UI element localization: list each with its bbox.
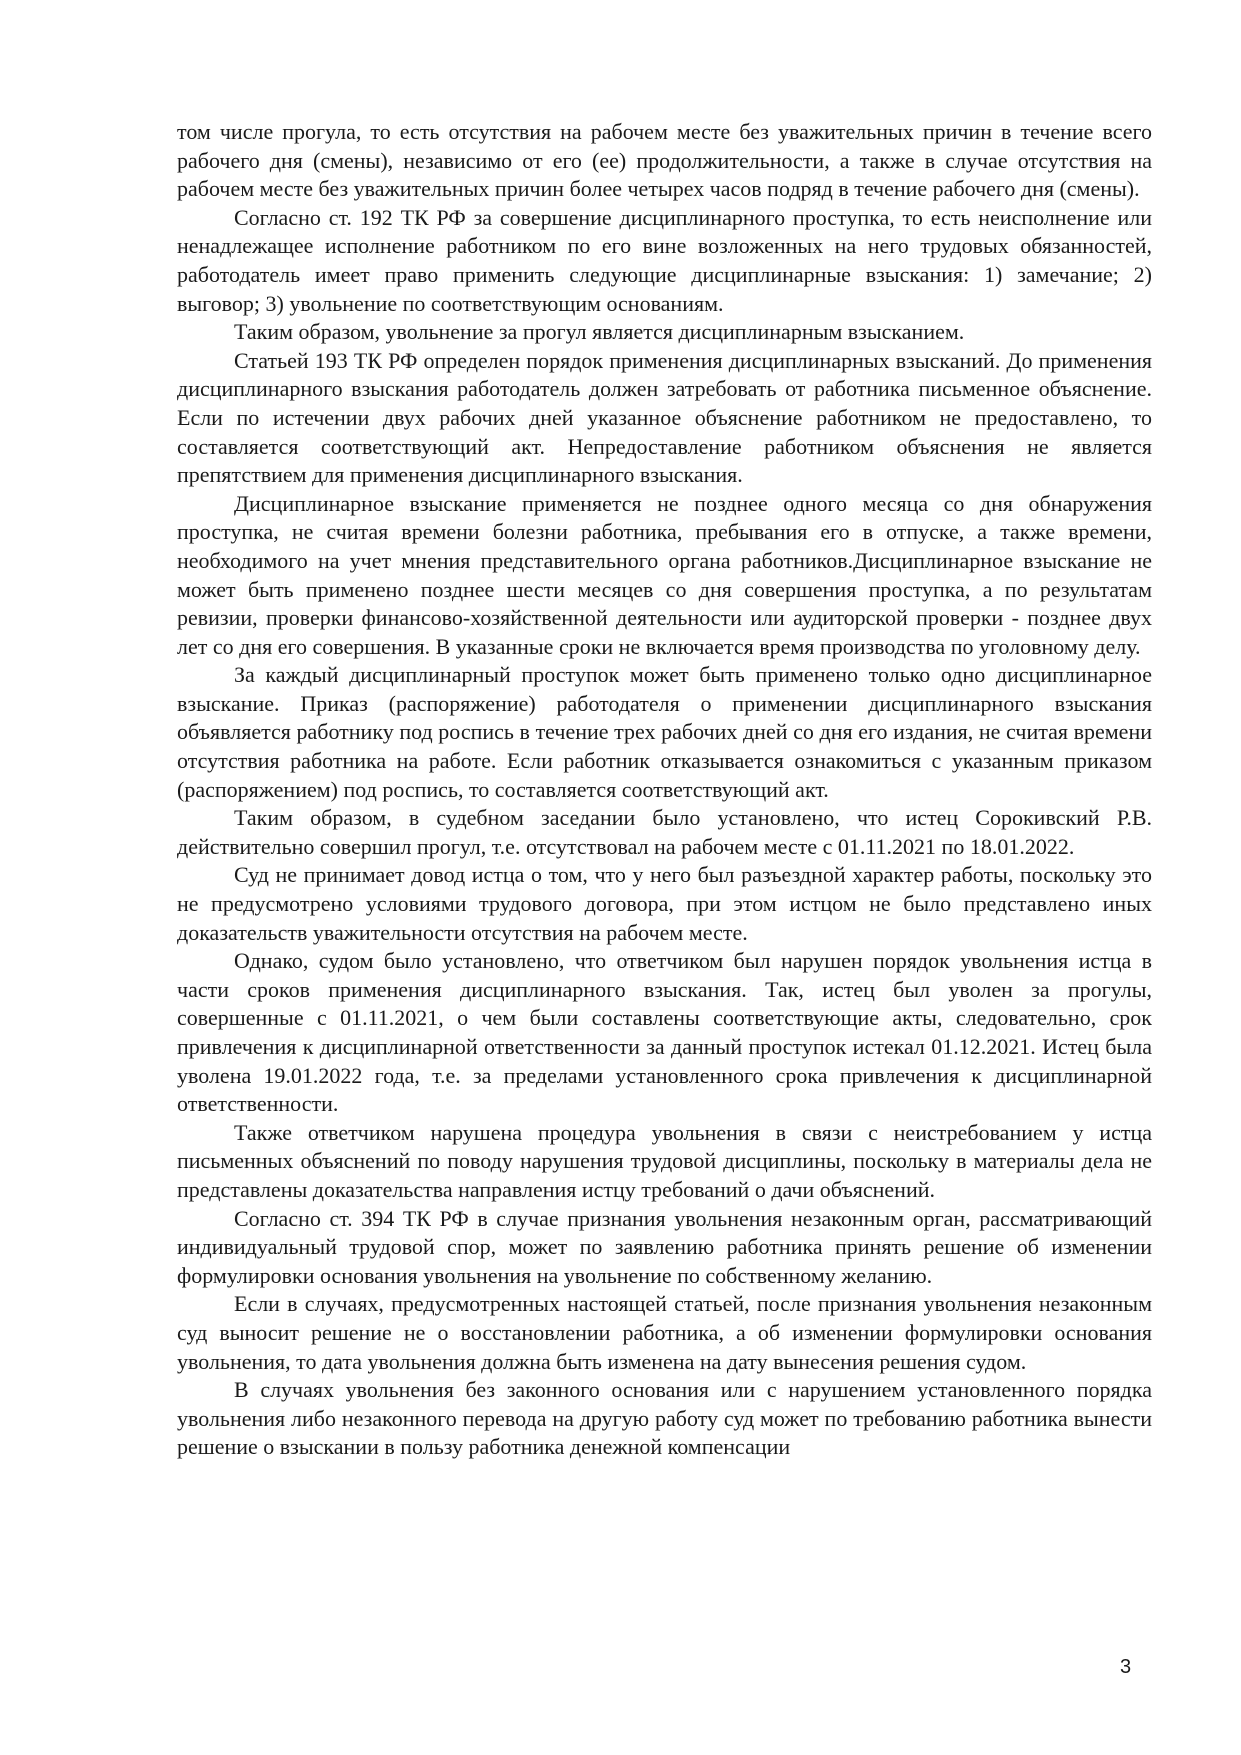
paragraph-12: Если в случаях, предусмотренных настоящей статьей, после признания увольнения незаконным суд выносит решение не о восстановлении работника, а об изменении формулировки основания увольнения, то дата увольнения должна быть изменена на дату вынесения решения судом. (177, 1291, 1152, 1374)
paragraph-8: Суд не принимает довод истца о том, что у него был разъездной характер работы, поскольку это не предусмотрено условиями трудового договора, при этом истцом не было представлено иных доказательств уважительности отсутствия на рабочем месте. (177, 862, 1152, 945)
paragraph-1: том числе прогула, то есть отсутствия на рабочем месте без уважительных причин в течение всего рабочего дня (смены), независимо от его (ее) продолжительности, а также в случае отсутствия на рабочем месте без уважительных причин более четырех часов подряд в течение рабочего дня (смены). (177, 119, 1152, 202)
paragraph-11: Согласно ст. 394 ТК РФ в случае признания увольнения незаконным орган, рассматривающий индивидуальный трудовой спор, может по заявлению работника принять решение об изменении формулировки основания увольнения на увольнение по собственному желанию. (177, 1205, 1152, 1288)
paragraph-13: В случаях увольнения без законного основания или с нарушением установленного порядка увольнения либо незаконного перевода на другую работу суд может по требованию работника вынести решение о взыскании в пользу работника денежной компенсации (177, 1377, 1152, 1460)
paragraph-10: Также ответчиком нарушена процедура увольнения в связи с неистребованием у истца письменных объяснений по поводу нарушения трудовой дисциплины, поскольку в материалы дела не представлены доказательства направления истцу требований о дачи объяснений. (177, 1119, 1152, 1202)
document-body (177, 118, 1152, 1462)
paragraph-4: Статьей 193 ТК РФ определен порядок применения дисциплинарных взысканий. До применения дисциплинарного взыскания работодатель должен затребовать от работника письменное объяснение. Если по истечении двух рабочих дней указанное объяснение работником не предоставлено, то составляется соответствующий акт. Непредоставление работником объяснения не является препятствием для применения дисциплинарного взыскания. (177, 347, 1152, 488)
paragraph-3: Таким образом, увольнение за прогул является дисциплинарным взысканием. (234, 319, 965, 345)
paragraph-7: Таким образом, в судебном заседании было установлено, что истец Сорокивский Р.В. действительно совершил прогул, т.е. отсутствовал на рабочем месте с 01.11.2021 по 18.01.2022. (177, 805, 1152, 859)
paragraph-5: Дисциплинарное взыскание применяется не позднее одного месяца со дня обнаружения проступка, не считая времени болезни работника, пребывания его в отпуске, а также времени, необходимого на учет мнения представительного органа работников.Дисциплинарное взыскание не может быть применено позднее шести месяцев со дня совершения проступка, а по результатам ревизии, проверки финансово-хозяйственной деятельности или аудиторской проверки - позднее двух лет со дня его совершения. В указанные сроки не включается время производства по уголовному делу. (177, 490, 1152, 659)
paragraph-2: Согласно ст. 192 ТК РФ за совершение дисциплинарного проступка, то есть неисполнение или ненадлежащее исполнение работником по его вине возложенных на него трудовых обязанностей, работодатель имеет право применить следующие дисциплинарные взыскания: 1) замечание; 2) выговор; 3) увольнение по соответствующим основаниям. (177, 204, 1152, 316)
paragraph-6: За каждый дисциплинарный проступок может быть применено только одно дисциплинарное взыскание. Приказ (распоряжение) работодателя о применении дисциплинарного взыскания объявляется работнику под роспись в течение трех рабочих дней со дня его издания, не считая времени отсутствия работника на работе. Если работник отказывается ознакомиться с указанным приказом (распоряжением) под роспись, то составляется соответствующий акт. (177, 662, 1152, 802)
paragraph-9: Однако, судом было установлено, что ответчиком был нарушен порядок увольнения истца в части сроков применения дисциплинарного взыскания. Так, истец был уволен за прогулы, совершенные с 01.11.2021, о чем были составлены соответствующие акты, следовательно, срок привлечения к дисциплинарной ответственности за данный проступок истекал 01.12.2021. Истец была уволена 19.01.2022 года, т.е. за пределами установленного срока привлечения к дисциплинарной ответственности. (177, 948, 1152, 1117)
page-number: 3 (1120, 1656, 1132, 1678)
